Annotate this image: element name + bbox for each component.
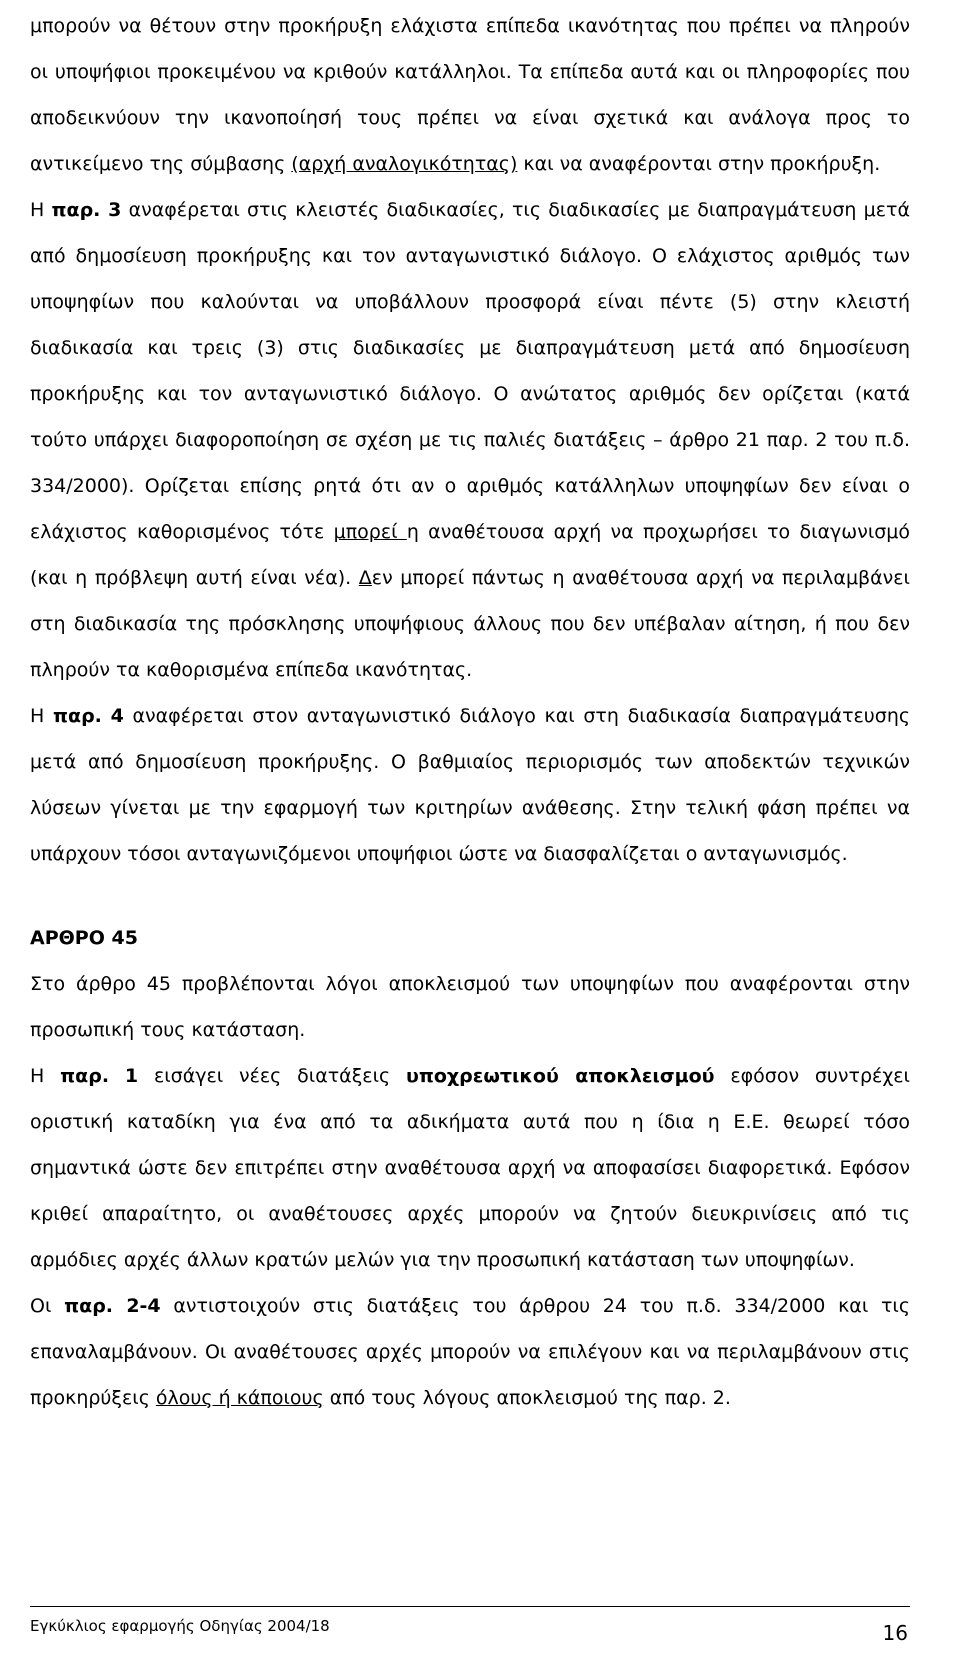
paragraph-par-4 [30,693,910,877]
text-run: μπορούν να θέτουν στην προκήρυξη ελάχιστα επίπεδα ικανότητας που πρέπει να πληρούν οι υποψήφιοι προκειμένου να κριθούν κατάλληλοι. Τα επίπεδα αυτά και οι πληροφορίες που αποδεικνύουν την ικανοποίησή τους πρέπει να είναι σχετικά και ανάλογα προς το αντικείμενο της σύμβασης [30,15,910,175]
text-run: εν μπορεί πάντως η αναθέτουσα αρχή να περιλαμβάνει στη διαδικασία της πρόσκλησης υποψήφιους άλλους που δεν υπέβαλαν αίτηση, ή που δεν πληρούν τα καθορισμένα επίπεδα ικανότητας. [30,567,910,681]
underlined-text: όλους ή κάποιους [155,1387,324,1409]
footer-title: Εγκύκλιος εφαρμογής Οδηγίας 2004/18 [30,1617,330,1635]
paragraph-criteria [30,3,910,187]
paragraph-article-45-intro: Στο άρθρο 45 προβλέπονται λόγοι αποκλεισμού των υποψηφίων που αναφέρονται στην προσωπική τους κατάσταση. [30,973,910,1041]
text-run: Η [30,705,53,727]
section-heading: ΑΡΘΡΟ 45 [30,927,138,949]
bold-text: παρ. [60,1065,110,1087]
text-run: Η [30,199,52,221]
text-run: αναφέρεται στον ανταγωνιστικό διάλογο και στη διαδικασία διαπραγμάτευσης μετά από δημοσίευση προκήρυξης. Ο βαθμιαίος περιορισμός των αποδεκτών τεχνικών λύσεων γίνεται με την εφαρμογή των κριτηρίων ανάθεσης. Στην τελική φάση πρέπει να υπάρχουν τόσοι ανταγωνιζόμενοι υποψήφιοι ώστε να διασφαλίζεται ο ανταγωνισμός. [30,705,911,865]
text-run: Οι [30,1295,65,1317]
bold-text: παρ. 2-4 [64,1295,161,1317]
paragraph-par-1 [30,1053,910,1283]
page-number: 16 [882,1621,908,1645]
underlined-text: Δ [358,567,372,589]
text-run [102,705,111,727]
text-run [109,1065,125,1087]
bold-text: 4 [110,705,124,727]
paragraph-par-2-4 [30,1283,910,1421]
text-run: Η [30,1065,61,1087]
text-run: αναφέρεται στις κλειστές διαδικασίες, τις διαδικασίες με διαπραγμάτευση μετά από δημοσίευση προκήρυξης και τον ανταγωνιστικό διάλογο. Ο ελάχιστος αριθμός των υποψηφίων που καλούνται να υποβάλλουν προσφορά είναι πέντε (5) στην κλειστή διαδικασία και τρεις (3) στις διαδικασίες με διαπραγμάτευση μετά από δημοσίευση προκήρυξης και τον ανταγωνιστικό διάλογο. Ο ανώτατος αριθμός δεν ορίζεται (κατά τούτο υπάρχει διαφοροποίηση σε σχέση με τις παλιές διατάξεις – άρθρο 21 παρ. 2 του π.δ. 334/2000). Ορίζεται επίσης ρητά ότι αν ο αριθμός κατάλληλων υποψηφίων δεν είναι ο ελάχιστος καθορισμένος τότε [30,199,910,543]
text-run: και να αναφέρονται στην προκήρυξη. [517,153,881,175]
footer-divider [30,1606,910,1607]
text-run: εισάγει νέες διατάξεις [138,1065,406,1087]
bold-text: υποχρεωτικού αποκλεισμού [406,1065,715,1087]
text-run: αντιστοιχούν στις διατάξεις του άρθρου 24 του π.δ. 334/2000 και τις επαναλαμβάνουν. Οι αναθέτουσες αρχές μπορούν να επιλέγουν και να περιλαμβάνουν στις προκηρύξεις [30,1295,911,1409]
bold-text: 1 [124,1065,139,1087]
text-run: από τους λόγους αποκλεισμού της παρ. 2. [323,1387,731,1409]
document-page [30,0,910,1421]
bold-text: παρ. 3 [51,199,122,221]
text-run: η αναθέτουσα αρχή να προχωρήσει το διαγωνισμό (και η πρόβλεψη αυτή είναι νέα). [30,521,911,589]
paragraph-par-3 [30,187,910,693]
text-run: εφόσον συντρέχει οριστική καταδίκη για ένα από τα αδικήματα αυτά που η ίδια η Ε.Ε. θεωρεί τόσο σημαντικά ώστε δεν επιτρέπει στην αναθέτουσα αρχή να αποφασίσει διαφορετικά. Εφόσον κριθεί απαραίτητο, οι αναθέτουσες αρχές μπορούν να ζητούν διευκρινίσεις από τις αρμόδιες αρχές άλλων κρατών μελών για την προσωπική κατάσταση των υποψηφίων. [30,1065,910,1271]
underlined-text: μπορεί [333,521,407,543]
underlined-text: (αρχή αναλογικότητας) [291,153,518,175]
bold-text: παρ. [52,705,102,727]
